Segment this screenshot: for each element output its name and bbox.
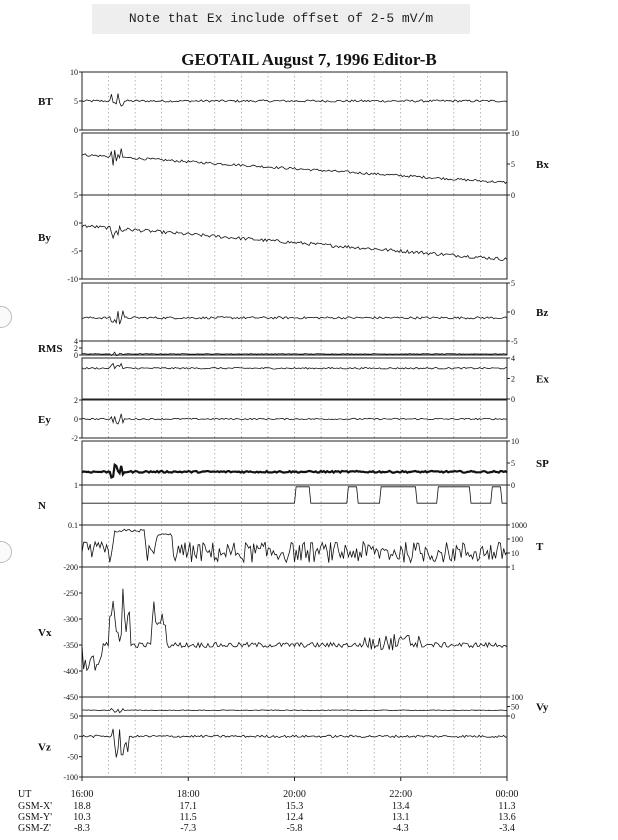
- y-tick-label: 1000: [511, 521, 527, 530]
- y-tick-label: -250: [63, 589, 78, 598]
- time-axis-value: 13.6: [498, 812, 516, 823]
- y-tick-label: -200: [63, 563, 78, 572]
- time-axis-value: 12.4: [285, 812, 304, 823]
- time-axis-value: -4.3: [392, 823, 409, 834]
- time-axis-value: 11.3: [498, 801, 516, 812]
- y-tick-label: 1: [74, 481, 78, 490]
- time-axis-value: -5.8: [286, 823, 303, 834]
- y-tick-label: 0: [511, 308, 515, 317]
- y-tick-label: -10: [67, 275, 78, 284]
- panel-label-bt: BT: [38, 96, 53, 108]
- y-tick-label: -300: [63, 615, 78, 624]
- y-tick-label: 0: [511, 191, 515, 200]
- y-tick-label: 100: [511, 693, 523, 702]
- time-axis-value: 20:00: [283, 789, 306, 800]
- y-tick-label: 0: [74, 219, 78, 228]
- panel-label-vy: Vy: [536, 701, 549, 714]
- y-tick-label: 0: [74, 351, 78, 360]
- offset-note: Note that Ex include offset of 2-5 mV/m: [92, 4, 470, 34]
- y-tick-label: -5: [71, 247, 78, 256]
- y-tick-label: 0: [74, 126, 78, 135]
- panel-label-vx: Vx: [38, 627, 52, 639]
- panel-label-rms: RMS: [38, 343, 63, 355]
- time-axis-value: 11.5: [179, 812, 197, 823]
- time-axis-value: 18.8: [73, 801, 91, 812]
- y-tick-label: 10: [511, 129, 519, 138]
- y-tick-label: 0.1: [68, 521, 78, 530]
- panel-label-sp: SP: [536, 458, 549, 470]
- y-tick-label: 10: [511, 549, 519, 558]
- time-axis-value: 18:00: [176, 789, 200, 800]
- y-tick-label: 0: [74, 732, 78, 742]
- y-tick-label: -450: [63, 693, 78, 702]
- y-tick-label: 5: [511, 459, 515, 468]
- y-tick-label: 50: [511, 702, 519, 712]
- chart-title: GEOTAIL August 7, 1996 Editor-B: [181, 50, 437, 69]
- y-tick-label: 0: [511, 712, 515, 721]
- y-tick-label: -400: [63, 667, 78, 676]
- time-axis-row-label: UT: [18, 789, 32, 800]
- y-tick-label: -5: [511, 337, 518, 346]
- y-tick-label: 0: [74, 415, 78, 424]
- time-axis-value: 10.3: [73, 812, 91, 823]
- panel-frame-rms: [82, 341, 507, 355]
- y-tick-label: 5: [74, 97, 78, 106]
- y-tick-label: 0: [511, 481, 515, 490]
- y-tick-label: 100: [511, 535, 523, 544]
- panel-label-bx: Bx: [536, 159, 549, 171]
- y-tick-label: 0: [511, 395, 515, 404]
- trace-sp: [82, 465, 507, 478]
- time-axis-value: 15.3: [285, 801, 304, 812]
- trace-vx: [82, 589, 507, 671]
- y-tick-label: 50: [70, 712, 78, 721]
- time-axis-row-label: GSM-Y': [18, 812, 53, 823]
- y-tick-label: 2: [74, 396, 78, 405]
- trace-ey: [82, 414, 507, 424]
- time-axis-value: 13.4: [392, 801, 410, 812]
- y-tick-label: 4: [511, 354, 515, 363]
- panel-label-ey: Ey: [38, 414, 51, 426]
- panel-label-bz: Bz: [536, 307, 549, 319]
- y-tick-label: 4: [74, 337, 78, 346]
- y-tick-label: 10: [70, 68, 78, 77]
- panel-label-vz: Vz: [38, 741, 51, 754]
- y-tick-label: 2: [74, 344, 78, 353]
- time-axis-value: 17.1: [179, 801, 197, 812]
- time-axis-value: 13.1: [392, 812, 410, 823]
- panel-label-t: T: [536, 541, 544, 553]
- time-axis-value: -8.3: [74, 823, 90, 834]
- time-axis-row-label: GSM-X': [18, 801, 53, 812]
- y-tick-label: -350: [63, 641, 78, 650]
- time-axis-value: -7.3: [180, 823, 197, 834]
- panel-label-by: By: [38, 232, 51, 244]
- time-axis-row-label: GSM-Z': [18, 823, 51, 834]
- y-tick-label: -2: [71, 434, 78, 443]
- time-axis-value: 16:00: [70, 789, 94, 800]
- y-tick-label: 2: [511, 374, 515, 384]
- trace-bz: [82, 311, 507, 325]
- y-tick-label: 10: [511, 437, 519, 446]
- y-tick-label: -100: [63, 773, 78, 782]
- y-tick-label: 5: [511, 279, 515, 288]
- panel-label-n: N: [38, 500, 46, 512]
- y-tick-label: -50: [67, 752, 78, 762]
- y-tick-label: 5: [511, 160, 515, 169]
- panel-label-ex: Ex: [536, 373, 549, 386]
- time-axis-value: -3.4: [499, 823, 515, 834]
- y-tick-label: 5: [74, 191, 78, 200]
- time-axis-value: 00:00: [495, 789, 519, 800]
- y-tick-label: 1: [511, 563, 515, 572]
- time-axis-value: 22:00: [389, 789, 413, 800]
